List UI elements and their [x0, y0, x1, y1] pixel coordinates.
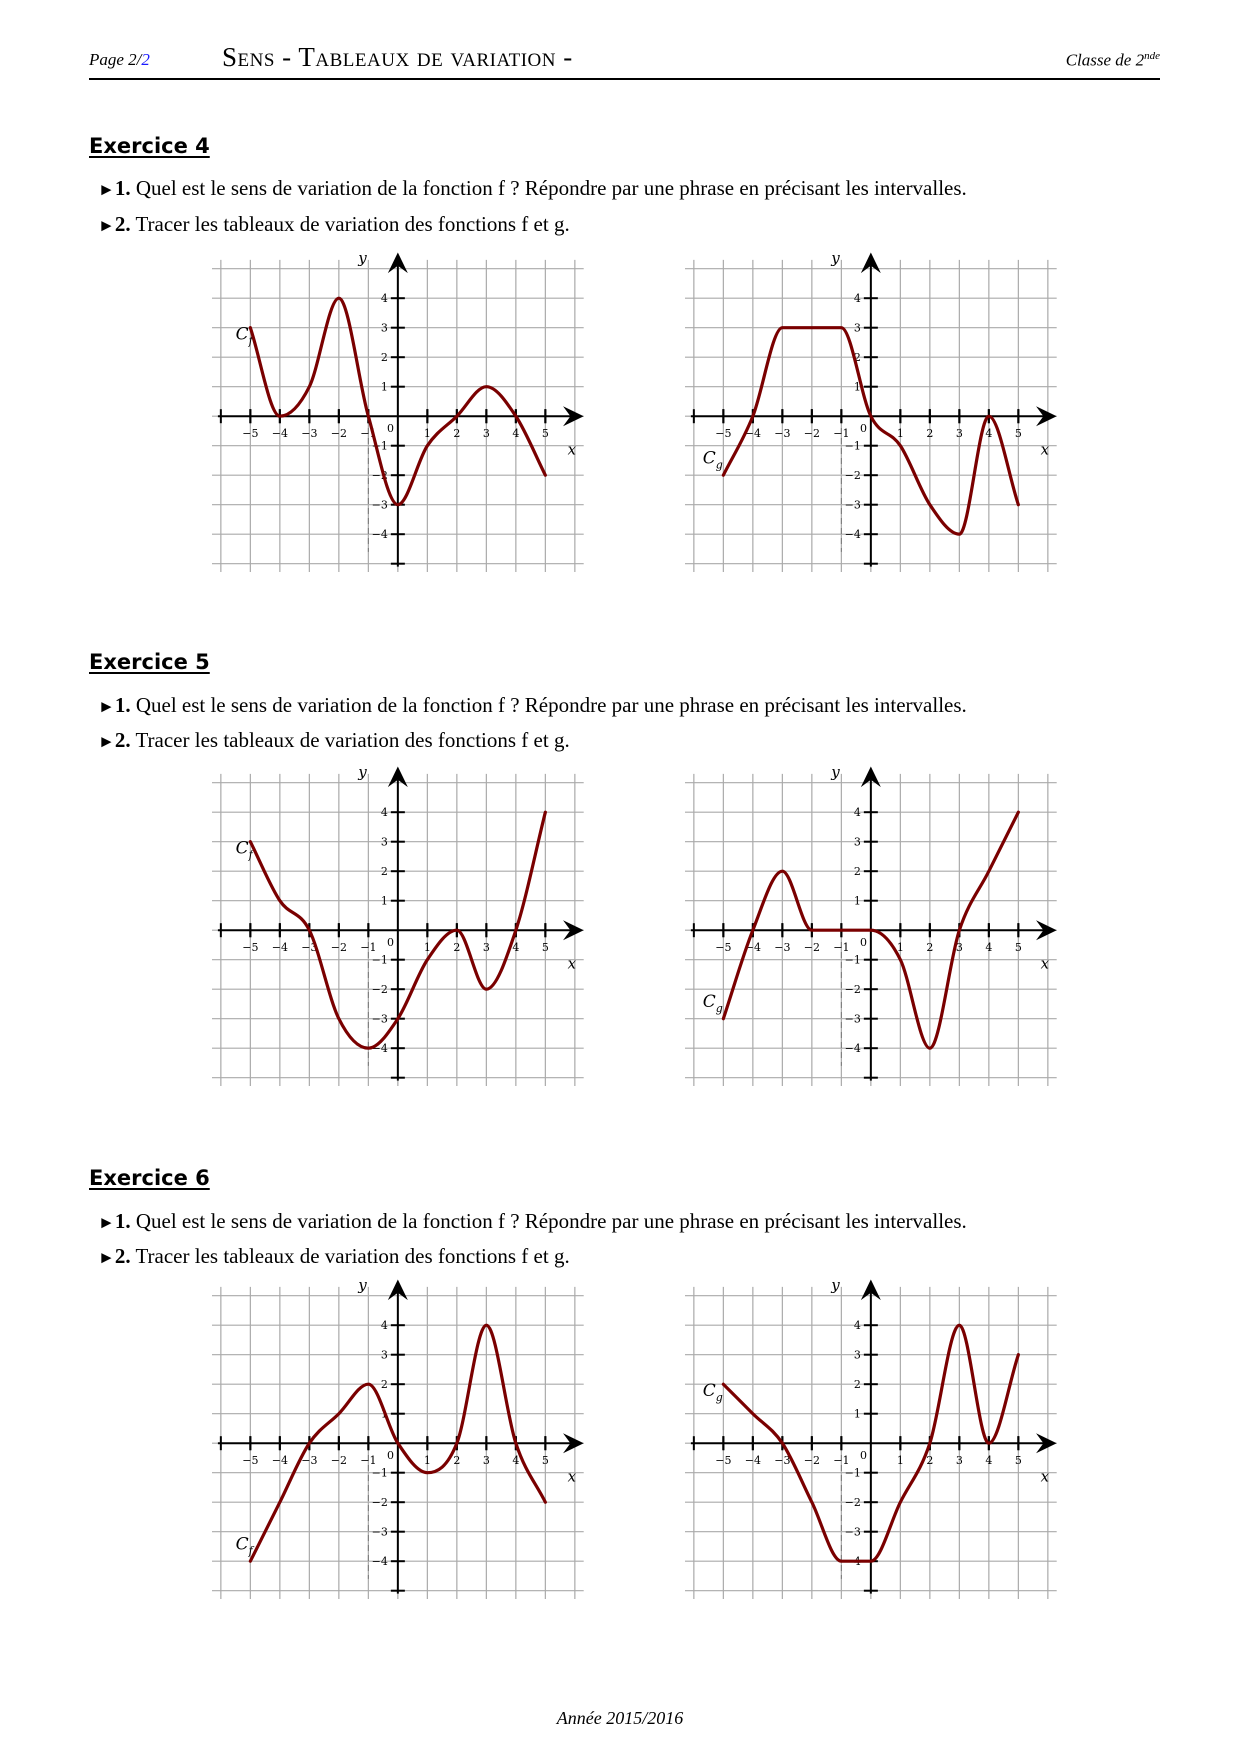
svg-text:2: 2	[926, 940, 934, 954]
question-number: 2.	[114, 1244, 131, 1268]
svg-text:1: 1	[896, 426, 904, 440]
page-number	[89, 50, 150, 70]
graph-ex6-f	[212, 1278, 584, 1600]
svg-text:3: 3	[482, 426, 490, 440]
svg-text:−4: −4	[844, 1554, 861, 1568]
exercise-5-heading: Exercice 5	[89, 650, 210, 674]
svg-text:−4: −4	[844, 527, 861, 541]
curve-label: $C_g$	[702, 991, 723, 1015]
svg-text:4: 4	[853, 1318, 861, 1332]
svg-text:0: 0	[387, 1448, 395, 1462]
svg-text:y: y	[358, 764, 367, 781]
svg-text:−1: −1	[360, 426, 377, 440]
svg-text:1: 1	[853, 380, 861, 394]
question-text: Tracer les tableaux de variation des fonctions f et g.	[135, 1244, 570, 1268]
svg-text:3: 3	[955, 1453, 963, 1467]
svg-text:−2: −2	[803, 426, 821, 440]
svg-text:4: 4	[380, 291, 388, 305]
svg-text:3: 3	[482, 1453, 490, 1467]
svg-text:2: 2	[453, 940, 461, 954]
axes	[691, 252, 1057, 566]
svg-text:−1: −1	[833, 426, 850, 440]
svg-text:−2: −2	[330, 940, 348, 954]
bullet-triangle-icon: ►	[98, 732, 115, 751]
svg-text:x: x	[1040, 954, 1050, 973]
svg-text:−2: −2	[844, 1495, 861, 1509]
exercise-6-heading: Exercice 6	[89, 1166, 210, 1190]
svg-text:y: y	[831, 250, 840, 267]
svg-text:2: 2	[853, 864, 861, 878]
svg-text:5: 5	[1014, 940, 1022, 954]
axes	[691, 1279, 1057, 1593]
svg-text:5: 5	[1014, 426, 1022, 440]
bullet-triangle-icon: ►	[98, 1248, 115, 1267]
svg-text:−3: −3	[844, 1525, 861, 1539]
svg-text:x: x	[1040, 1467, 1050, 1486]
svg-text:x: x	[567, 440, 577, 459]
svg-text:4: 4	[380, 805, 388, 819]
svg-text:3: 3	[482, 940, 490, 954]
axes	[691, 766, 1057, 1080]
svg-text:2: 2	[380, 1377, 388, 1391]
svg-text:1: 1	[896, 1453, 904, 1467]
svg-text:−5: −5	[242, 940, 259, 954]
svg-text:−4: −4	[271, 940, 289, 954]
svg-text:−5: −5	[242, 1453, 259, 1467]
exercise-4-question-2	[98, 212, 570, 237]
svg-text:1: 1	[896, 940, 904, 954]
svg-text:3: 3	[380, 321, 388, 335]
svg-text:−2: −2	[330, 1453, 348, 1467]
svg-text:−4: −4	[371, 1554, 388, 1568]
svg-text:4: 4	[985, 426, 993, 440]
svg-text:4: 4	[985, 940, 993, 954]
svg-text:2: 2	[453, 1453, 461, 1467]
svg-text:4: 4	[853, 291, 861, 305]
page-link[interactable]: 2	[141, 50, 150, 69]
graph-ex4-g	[685, 251, 1057, 573]
svg-text:−1: −1	[360, 940, 377, 954]
curve-label: $C_g$	[702, 1380, 723, 1404]
svg-text:3: 3	[380, 1348, 388, 1362]
svg-text:0: 0	[860, 935, 868, 949]
question-number: 2.	[114, 212, 131, 236]
svg-text:−4: −4	[744, 426, 762, 440]
svg-text:−1: −1	[833, 1453, 850, 1467]
svg-text:−4: −4	[744, 1453, 762, 1467]
exercise-5-question-1	[98, 693, 967, 718]
svg-text:−3: −3	[371, 1525, 388, 1539]
svg-text:1: 1	[423, 426, 431, 440]
svg-text:3: 3	[955, 940, 963, 954]
svg-text:−1: −1	[371, 953, 388, 967]
svg-text:−4: −4	[271, 1453, 289, 1467]
svg-text:x: x	[567, 954, 577, 973]
svg-text:3: 3	[955, 426, 963, 440]
svg-text:−3: −3	[774, 1453, 791, 1467]
svg-text:y: y	[831, 1277, 840, 1294]
svg-text:−2: −2	[330, 426, 348, 440]
svg-text:4: 4	[512, 1453, 520, 1467]
svg-text:3: 3	[853, 321, 861, 335]
svg-text:0: 0	[860, 421, 868, 435]
svg-text:1: 1	[380, 380, 388, 394]
footer-year: Année 2015/2016	[556, 1708, 684, 1728]
question-number: 1.	[114, 1209, 131, 1233]
svg-text:x: x	[1040, 440, 1050, 459]
curve-label: $C_f$	[235, 838, 253, 862]
svg-text:−2: −2	[844, 982, 861, 996]
svg-text:−3: −3	[301, 426, 318, 440]
svg-text:2: 2	[853, 350, 861, 364]
svg-text:−5: −5	[715, 1453, 732, 1467]
class-superscript: nde	[1144, 50, 1160, 62]
svg-text:−2: −2	[844, 468, 861, 482]
bullet-triangle-icon: ►	[98, 180, 115, 199]
svg-text:2: 2	[853, 1377, 861, 1391]
curve-label: $C_f$	[235, 324, 253, 348]
svg-text:−1: −1	[844, 439, 861, 453]
svg-text:−1: −1	[844, 953, 861, 967]
svg-text:−2: −2	[371, 468, 388, 482]
svg-text:0: 0	[387, 935, 395, 949]
svg-text:4: 4	[853, 805, 861, 819]
exercise-6-question-1	[98, 1209, 967, 1234]
graph-ex5-g	[685, 765, 1057, 1087]
question-text: Quel est le sens de variation de la fonction f ? Répondre par une phrase en précisant les intervalles.	[135, 176, 967, 200]
exercise-5-question-2	[98, 728, 570, 753]
svg-text:−4: −4	[371, 1041, 388, 1055]
svg-text:2: 2	[926, 426, 934, 440]
svg-text:3: 3	[853, 1348, 861, 1362]
svg-text:y: y	[358, 250, 367, 267]
svg-text:1: 1	[380, 1407, 388, 1421]
svg-text:x: x	[567, 1467, 577, 1486]
class-label	[1066, 50, 1160, 71]
svg-text:−3: −3	[301, 940, 318, 954]
svg-text:4: 4	[512, 426, 520, 440]
svg-text:y: y	[831, 764, 840, 781]
svg-text:4: 4	[380, 1318, 388, 1332]
svg-text:−1: −1	[371, 439, 388, 453]
svg-text:−3: −3	[371, 498, 388, 512]
svg-text:−5: −5	[242, 426, 259, 440]
exercise-6-question-2	[98, 1244, 570, 1269]
svg-text:−3: −3	[301, 1453, 318, 1467]
svg-text:4: 4	[985, 1453, 993, 1467]
exercise-4-question-1	[98, 176, 967, 201]
svg-text:−5: −5	[715, 426, 732, 440]
svg-text:−3: −3	[844, 1012, 861, 1026]
graph-ex6-g	[685, 1278, 1057, 1600]
svg-text:5: 5	[1014, 1453, 1022, 1467]
question-number: 1.	[114, 176, 131, 200]
graph-ex4-f	[212, 251, 584, 573]
header-divider	[89, 78, 1160, 80]
svg-text:1: 1	[380, 894, 388, 908]
svg-text:−3: −3	[371, 1012, 388, 1026]
question-text: Tracer les tableaux de variation des fonctions f et g.	[135, 728, 570, 752]
exercise-4-heading: Exercice 4	[89, 134, 210, 158]
svg-text:1: 1	[853, 894, 861, 908]
svg-text:−2: −2	[371, 1495, 388, 1509]
svg-text:5: 5	[541, 940, 549, 954]
curve-label: $C_g$	[702, 448, 723, 472]
svg-text:2: 2	[380, 864, 388, 878]
svg-text:4: 4	[512, 940, 520, 954]
document-title: Sens - Tableaux de variation -	[222, 42, 573, 72]
svg-text:5: 5	[541, 426, 549, 440]
svg-text:−2: −2	[803, 1453, 821, 1467]
bullet-triangle-icon: ►	[98, 697, 115, 716]
question-number: 2.	[114, 728, 131, 752]
svg-text:−1: −1	[844, 1466, 861, 1480]
svg-text:−2: −2	[803, 940, 821, 954]
graph-ex5-f	[212, 765, 584, 1087]
svg-text:2: 2	[926, 1453, 934, 1467]
svg-text:−3: −3	[774, 940, 791, 954]
svg-text:−4: −4	[271, 426, 289, 440]
svg-text:3: 3	[380, 835, 388, 849]
question-text: Quel est le sens de variation de la fonction f ? Répondre par une phrase en précisant les intervalles.	[135, 1209, 967, 1233]
svg-text:−4: −4	[844, 1041, 861, 1055]
axes	[218, 1279, 584, 1593]
svg-text:−3: −3	[774, 426, 791, 440]
svg-text:1: 1	[423, 1453, 431, 1467]
svg-text:−1: −1	[833, 940, 850, 954]
question-text: Quel est le sens de variation de la fonction f ? Répondre par une phrase en précisant les intervalles.	[135, 693, 967, 717]
svg-text:0: 0	[387, 421, 395, 435]
svg-text:−3: −3	[844, 498, 861, 512]
svg-text:y: y	[358, 1277, 367, 1294]
class-text: Classe de 2	[1065, 50, 1145, 70]
svg-text:−2: −2	[371, 982, 388, 996]
svg-text:2: 2	[380, 350, 388, 364]
svg-text:−5: −5	[715, 940, 732, 954]
question-text: Tracer les tableaux de variation des fonctions f et g.	[135, 212, 570, 236]
bullet-triangle-icon: ►	[98, 216, 115, 235]
svg-text:0: 0	[860, 1448, 868, 1462]
svg-text:−1: −1	[360, 1453, 377, 1467]
axes	[218, 766, 584, 1080]
question-number: 1.	[114, 693, 131, 717]
svg-text:−1: −1	[371, 1466, 388, 1480]
svg-text:−4: −4	[744, 940, 762, 954]
curve-label: $C_f$	[235, 1534, 253, 1558]
svg-text:1: 1	[423, 940, 431, 954]
svg-text:5: 5	[541, 1453, 549, 1467]
svg-text:−4: −4	[371, 527, 388, 541]
bullet-triangle-icon: ►	[98, 1213, 115, 1232]
svg-text:3: 3	[853, 835, 861, 849]
svg-text:1: 1	[853, 1407, 861, 1421]
page-label: Page 2/	[89, 50, 142, 69]
svg-text:2: 2	[453, 426, 461, 440]
